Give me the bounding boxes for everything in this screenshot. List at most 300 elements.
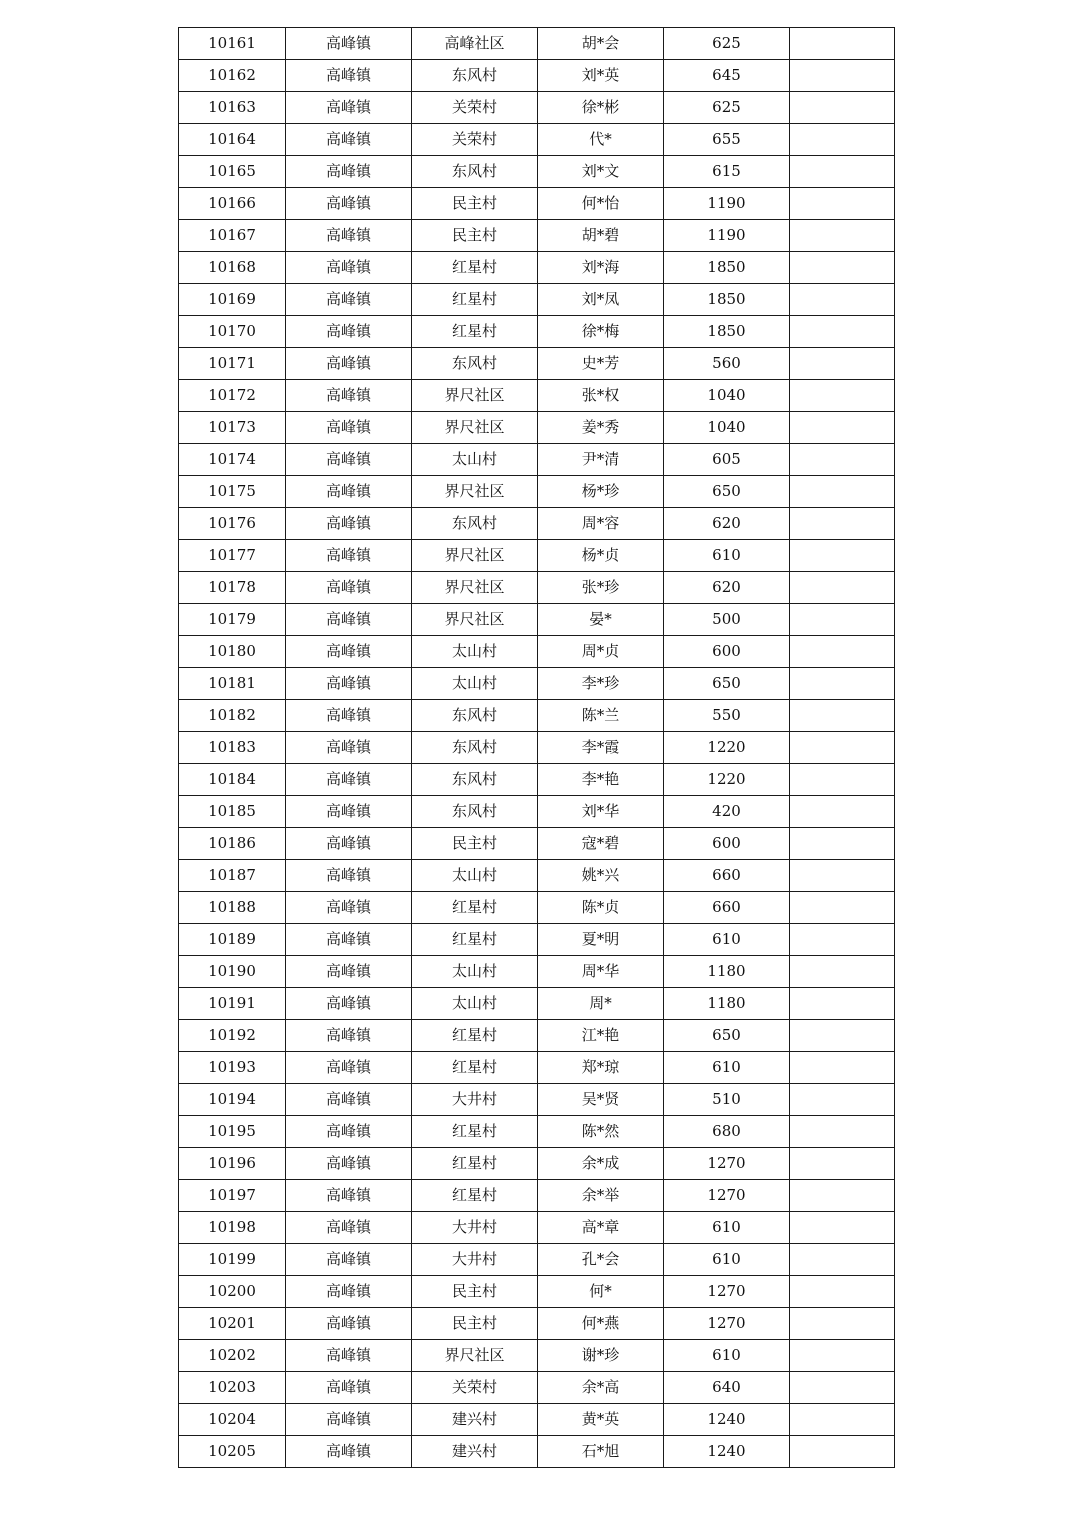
note-cell [790,124,895,156]
village-cell: 太山村 [412,956,538,988]
record-id-cell: 10180 [179,636,286,668]
town-cell: 高峰镇 [286,1244,412,1276]
village-cell: 红星村 [412,1020,538,1052]
roster-table [178,27,895,1468]
record-id-cell: 10188 [179,892,286,924]
table-row [179,60,895,92]
amount-cell: 610 [664,1244,790,1276]
note-cell [790,1148,895,1180]
record-id-cell: 10165 [179,156,286,188]
amount-cell: 500 [664,604,790,636]
town-cell: 高峰镇 [286,732,412,764]
table-row [179,188,895,220]
note-cell [790,636,895,668]
name-cell: 周*贞 [538,636,664,668]
amount-cell: 1240 [664,1404,790,1436]
table-row [179,508,895,540]
town-cell: 高峰镇 [286,124,412,156]
table-row [179,124,895,156]
note-cell [790,188,895,220]
name-cell: 杨*贞 [538,540,664,572]
town-cell: 高峰镇 [286,1180,412,1212]
table-row [179,988,895,1020]
note-cell [790,604,895,636]
town-cell: 高峰镇 [286,284,412,316]
note-cell [790,156,895,188]
table-row [179,316,895,348]
note-cell [790,1404,895,1436]
record-id-cell: 10182 [179,700,286,732]
record-id-cell: 10194 [179,1084,286,1116]
village-cell: 民主村 [412,220,538,252]
town-cell: 高峰镇 [286,92,412,124]
table-row [179,636,895,668]
note-cell [790,1308,895,1340]
village-cell: 红星村 [412,284,538,316]
record-id-cell: 10189 [179,924,286,956]
name-cell: 晏* [538,604,664,636]
table-row [179,284,895,316]
village-cell: 太山村 [412,444,538,476]
note-cell [790,1436,895,1468]
amount-cell: 1190 [664,220,790,252]
record-id-cell: 10172 [179,380,286,412]
note-cell [790,348,895,380]
table-row [179,1052,895,1084]
table-row [179,220,895,252]
note-cell [790,1052,895,1084]
table-row [179,828,895,860]
table-row [179,860,895,892]
name-cell: 夏*明 [538,924,664,956]
village-cell: 红星村 [412,252,538,284]
table-row [179,28,895,60]
table-row [179,156,895,188]
town-cell: 高峰镇 [286,1052,412,1084]
town-cell: 高峰镇 [286,796,412,828]
name-cell: 杨*珍 [538,476,664,508]
town-cell: 高峰镇 [286,444,412,476]
town-cell: 高峰镇 [286,508,412,540]
note-cell [790,1020,895,1052]
table-row [179,92,895,124]
record-id-cell: 10171 [179,348,286,380]
village-cell: 红星村 [412,892,538,924]
record-id-cell: 10162 [179,60,286,92]
village-cell: 民主村 [412,188,538,220]
record-id-cell: 10203 [179,1372,286,1404]
name-cell: 吴*贤 [538,1084,664,1116]
note-cell [790,1340,895,1372]
town-cell: 高峰镇 [286,476,412,508]
village-cell: 太山村 [412,988,538,1020]
village-cell: 东风村 [412,700,538,732]
table-row [179,1308,895,1340]
note-cell [790,220,895,252]
amount-cell: 1220 [664,764,790,796]
village-cell: 东风村 [412,764,538,796]
record-id-cell: 10161 [179,28,286,60]
amount-cell: 1270 [664,1276,790,1308]
amount-cell: 1270 [664,1148,790,1180]
record-id-cell: 10193 [179,1052,286,1084]
table-row [179,540,895,572]
amount-cell: 605 [664,444,790,476]
record-id-cell: 10164 [179,124,286,156]
amount-cell: 625 [664,28,790,60]
record-id-cell: 10191 [179,988,286,1020]
table-row [179,412,895,444]
amount-cell: 600 [664,828,790,860]
village-cell: 东风村 [412,348,538,380]
table-row [179,1180,895,1212]
note-cell [790,988,895,1020]
village-cell: 关荣村 [412,124,538,156]
table-row [179,732,895,764]
name-cell: 谢*珍 [538,1340,664,1372]
note-cell [790,764,895,796]
amount-cell: 610 [664,1340,790,1372]
village-cell: 界尺社区 [412,540,538,572]
record-id-cell: 10181 [179,668,286,700]
record-id-cell: 10178 [179,572,286,604]
amount-cell: 645 [664,60,790,92]
village-cell: 大井村 [412,1212,538,1244]
village-cell: 东风村 [412,508,538,540]
name-cell: 寇*碧 [538,828,664,860]
record-id-cell: 10163 [179,92,286,124]
town-cell: 高峰镇 [286,668,412,700]
village-cell: 民主村 [412,828,538,860]
note-cell [790,1084,895,1116]
village-cell: 界尺社区 [412,476,538,508]
village-cell: 大井村 [412,1244,538,1276]
name-cell: 代* [538,124,664,156]
note-cell [790,1276,895,1308]
amount-cell: 1240 [664,1436,790,1468]
village-cell: 界尺社区 [412,380,538,412]
record-id-cell: 10197 [179,1180,286,1212]
note-cell [790,860,895,892]
town-cell: 高峰镇 [286,316,412,348]
table-row [179,380,895,412]
town-cell: 高峰镇 [286,860,412,892]
name-cell: 刘*文 [538,156,664,188]
note-cell [790,668,895,700]
table-row [179,444,895,476]
note-cell [790,956,895,988]
name-cell: 孔*会 [538,1244,664,1276]
note-cell [790,924,895,956]
village-cell: 红星村 [412,316,538,348]
name-cell: 刘*凤 [538,284,664,316]
name-cell: 石*旭 [538,1436,664,1468]
name-cell: 周* [538,988,664,1020]
note-cell [790,316,895,348]
table-row [179,348,895,380]
table-row [179,1116,895,1148]
note-cell [790,252,895,284]
record-id-cell: 10186 [179,828,286,860]
note-cell [790,1212,895,1244]
amount-cell: 610 [664,924,790,956]
amount-cell: 1040 [664,412,790,444]
record-id-cell: 10205 [179,1436,286,1468]
town-cell: 高峰镇 [286,348,412,380]
record-id-cell: 10183 [179,732,286,764]
village-cell: 太山村 [412,860,538,892]
amount-cell: 550 [664,700,790,732]
amount-cell: 650 [664,476,790,508]
record-id-cell: 10196 [179,1148,286,1180]
village-cell: 关荣村 [412,92,538,124]
town-cell: 高峰镇 [286,1084,412,1116]
amount-cell: 610 [664,1212,790,1244]
record-id-cell: 10167 [179,220,286,252]
name-cell: 余*高 [538,1372,664,1404]
village-cell: 界尺社区 [412,412,538,444]
record-id-cell: 10169 [179,284,286,316]
name-cell: 江*艳 [538,1020,664,1052]
record-id-cell: 10173 [179,412,286,444]
village-cell: 民主村 [412,1308,538,1340]
note-cell [790,828,895,860]
name-cell: 张*珍 [538,572,664,604]
village-cell: 太山村 [412,636,538,668]
note-cell [790,284,895,316]
name-cell: 黄*英 [538,1404,664,1436]
note-cell [790,92,895,124]
record-id-cell: 10198 [179,1212,286,1244]
table-row [179,1276,895,1308]
name-cell: 陈*贞 [538,892,664,924]
amount-cell: 650 [664,668,790,700]
note-cell [790,444,895,476]
name-cell: 张*权 [538,380,664,412]
town-cell: 高峰镇 [286,188,412,220]
record-id-cell: 10175 [179,476,286,508]
record-id-cell: 10179 [179,604,286,636]
amount-cell: 625 [664,92,790,124]
record-id-cell: 10174 [179,444,286,476]
town-cell: 高峰镇 [286,1308,412,1340]
amount-cell: 1180 [664,956,790,988]
amount-cell: 650 [664,1020,790,1052]
town-cell: 高峰镇 [286,700,412,732]
town-cell: 高峰镇 [286,1148,412,1180]
note-cell [790,476,895,508]
town-cell: 高峰镇 [286,572,412,604]
note-cell [790,732,895,764]
town-cell: 高峰镇 [286,604,412,636]
note-cell [790,508,895,540]
record-id-cell: 10195 [179,1116,286,1148]
table-row [179,1084,895,1116]
town-cell: 高峰镇 [286,924,412,956]
note-cell [790,1244,895,1276]
table-row [179,1244,895,1276]
table-row [179,924,895,956]
note-cell [790,28,895,60]
amount-cell: 660 [664,860,790,892]
town-cell: 高峰镇 [286,412,412,444]
village-cell: 高峰社区 [412,28,538,60]
table-row [179,1404,895,1436]
note-cell [790,1180,895,1212]
amount-cell: 1850 [664,252,790,284]
village-cell: 东风村 [412,60,538,92]
table-row [179,1372,895,1404]
amount-cell: 610 [664,540,790,572]
name-cell: 史*芳 [538,348,664,380]
amount-cell: 1220 [664,732,790,764]
note-cell [790,540,895,572]
note-cell [790,892,895,924]
name-cell: 余*举 [538,1180,664,1212]
amount-cell: 1270 [664,1180,790,1212]
amount-cell: 655 [664,124,790,156]
name-cell: 郑*琼 [538,1052,664,1084]
town-cell: 高峰镇 [286,956,412,988]
amount-cell: 640 [664,1372,790,1404]
table-row [179,956,895,988]
name-cell: 何* [538,1276,664,1308]
name-cell: 刘*英 [538,60,664,92]
table-row [179,572,895,604]
name-cell: 余*成 [538,1148,664,1180]
town-cell: 高峰镇 [286,892,412,924]
name-cell: 胡*碧 [538,220,664,252]
town-cell: 高峰镇 [286,828,412,860]
town-cell: 高峰镇 [286,1116,412,1148]
record-id-cell: 10177 [179,540,286,572]
name-cell: 尹*清 [538,444,664,476]
village-cell: 东风村 [412,796,538,828]
town-cell: 高峰镇 [286,1020,412,1052]
village-cell: 东风村 [412,156,538,188]
name-cell: 刘*海 [538,252,664,284]
name-cell: 高*章 [538,1212,664,1244]
village-cell: 红星村 [412,1052,538,1084]
record-id-cell: 10199 [179,1244,286,1276]
table-row [179,796,895,828]
note-cell [790,380,895,412]
amount-cell: 680 [664,1116,790,1148]
record-id-cell: 10200 [179,1276,286,1308]
amount-cell: 510 [664,1084,790,1116]
town-cell: 高峰镇 [286,636,412,668]
town-cell: 高峰镇 [286,1276,412,1308]
name-cell: 姜*秀 [538,412,664,444]
village-cell: 界尺社区 [412,1340,538,1372]
town-cell: 高峰镇 [286,1372,412,1404]
record-id-cell: 10168 [179,252,286,284]
amount-cell: 1180 [664,988,790,1020]
name-cell: 陈*兰 [538,700,664,732]
record-id-cell: 10184 [179,764,286,796]
town-cell: 高峰镇 [286,28,412,60]
village-cell: 建兴村 [412,1404,538,1436]
note-cell [790,572,895,604]
document-page [178,27,894,1468]
village-cell: 大井村 [412,1084,538,1116]
town-cell: 高峰镇 [286,764,412,796]
amount-cell: 1040 [664,380,790,412]
amount-cell: 420 [664,796,790,828]
note-cell [790,1372,895,1404]
amount-cell: 1270 [664,1308,790,1340]
amount-cell: 620 [664,508,790,540]
village-cell: 界尺社区 [412,572,538,604]
amount-cell: 610 [664,1052,790,1084]
village-cell: 东风村 [412,732,538,764]
table-row [179,1436,895,1468]
table-row [179,1212,895,1244]
table-row [179,1148,895,1180]
name-cell: 姚*兴 [538,860,664,892]
record-id-cell: 10185 [179,796,286,828]
amount-cell: 1190 [664,188,790,220]
record-id-cell: 10176 [179,508,286,540]
amount-cell: 560 [664,348,790,380]
amount-cell: 1850 [664,284,790,316]
town-cell: 高峰镇 [286,1436,412,1468]
record-id-cell: 10187 [179,860,286,892]
town-cell: 高峰镇 [286,220,412,252]
village-cell: 红星村 [412,1116,538,1148]
record-id-cell: 10202 [179,1340,286,1372]
village-cell: 关荣村 [412,1372,538,1404]
town-cell: 高峰镇 [286,156,412,188]
town-cell: 高峰镇 [286,1340,412,1372]
town-cell: 高峰镇 [286,988,412,1020]
amount-cell: 620 [664,572,790,604]
note-cell [790,1116,895,1148]
name-cell: 李*珍 [538,668,664,700]
name-cell: 周*容 [538,508,664,540]
amount-cell: 660 [664,892,790,924]
table-row [179,252,895,284]
table-row [179,1020,895,1052]
name-cell: 刘*华 [538,796,664,828]
record-id-cell: 10190 [179,956,286,988]
table-row [179,604,895,636]
village-cell: 界尺社区 [412,604,538,636]
name-cell: 何*燕 [538,1308,664,1340]
table-row [179,476,895,508]
record-id-cell: 10204 [179,1404,286,1436]
name-cell: 周*华 [538,956,664,988]
town-cell: 高峰镇 [286,540,412,572]
village-cell: 太山村 [412,668,538,700]
village-cell: 红星村 [412,1180,538,1212]
name-cell: 李*霞 [538,732,664,764]
name-cell: 何*怡 [538,188,664,220]
table-row [179,1340,895,1372]
record-id-cell: 10170 [179,316,286,348]
town-cell: 高峰镇 [286,380,412,412]
name-cell: 徐*彬 [538,92,664,124]
note-cell [790,60,895,92]
town-cell: 高峰镇 [286,252,412,284]
amount-cell: 615 [664,156,790,188]
village-cell: 建兴村 [412,1436,538,1468]
table-row [179,668,895,700]
village-cell: 红星村 [412,924,538,956]
name-cell: 胡*会 [538,28,664,60]
name-cell: 李*艳 [538,764,664,796]
village-cell: 红星村 [412,1148,538,1180]
